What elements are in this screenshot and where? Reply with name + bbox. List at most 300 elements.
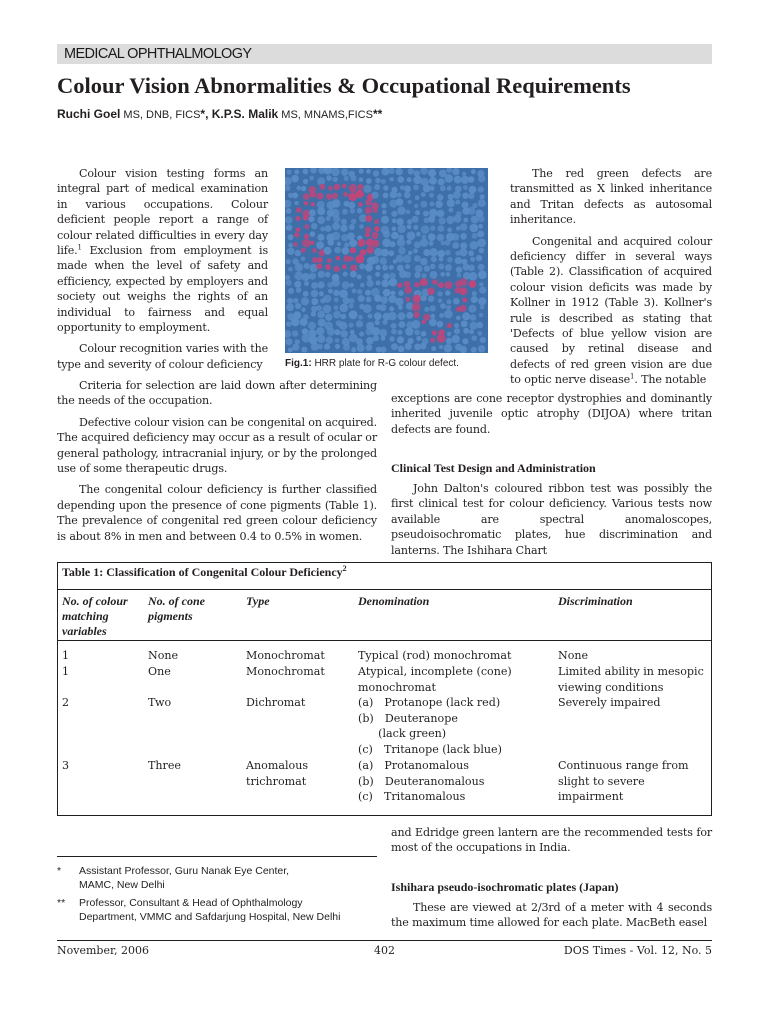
plate-dot-blue: [349, 298, 354, 303]
footnote-1-line2: MAMC, New Delhi: [79, 879, 165, 891]
plate-dot-blue: [382, 168, 390, 176]
plate-dot-blue: [478, 175, 485, 182]
plate-dot-blue: [405, 327, 413, 335]
paragraph-3: Criteria for selection are laid down after determining the needs of the occupation.: [57, 379, 377, 408]
plate-dot-blue: [320, 227, 325, 232]
table-cell-line: (a) Protanomalous: [358, 759, 469, 772]
plate-dot-blue: [397, 238, 405, 246]
table-cell-line: Continuous range from: [558, 759, 689, 772]
footnote-1-line1: Assistant Professor, Guru Nanak Eye Center,: [79, 865, 290, 877]
plate-dot-blue: [404, 272, 411, 279]
plate-dot-blue: [396, 198, 404, 206]
plate-dot-blue: [440, 272, 445, 277]
plate-dot-blue: [360, 283, 365, 288]
plate-dot-blue: [429, 319, 437, 327]
table-cell-line: monochromat: [358, 680, 436, 694]
plate-dot-blue: [343, 272, 348, 277]
plate-dot-blue: [414, 170, 420, 176]
plate-dot-blue: [468, 176, 474, 182]
plate-dot-blue: [285, 185, 291, 191]
plate-dot-blue: [391, 291, 396, 296]
plate-dot-blue: [365, 264, 373, 272]
plate-dot-blue: [437, 210, 445, 218]
plate-dot-blue: [325, 314, 332, 321]
plate-dot-pink: [312, 257, 318, 263]
plate-dot-blue: [381, 249, 389, 257]
plate-dot-blue: [292, 192, 298, 198]
figure-caption: [285, 357, 459, 370]
plate-dot-blue: [406, 239, 411, 244]
plate-dot-blue: [335, 338, 340, 343]
plate-dot-blue: [462, 202, 469, 209]
plate-dot-blue: [455, 200, 460, 205]
plate-dot-blue: [437, 291, 442, 296]
table-cell-line: (b) Deuteranope: [358, 711, 458, 725]
plate-dot-blue: [462, 193, 468, 199]
plate-dot-pink: [350, 264, 357, 271]
plate-dot-blue: [413, 225, 418, 230]
plate-dot-blue: [471, 216, 479, 224]
plate-dot-blue: [391, 323, 397, 329]
plate-dot-blue: [471, 347, 477, 353]
plate-dot-blue: [397, 176, 404, 183]
plate-dot-blue: [288, 234, 294, 240]
plate-dot-blue: [374, 295, 381, 302]
table-cell-line: Monochromat: [246, 649, 325, 662]
plate-dot-blue: [478, 224, 483, 229]
plate-dot-blue: [416, 336, 421, 341]
table-cell-pigments: [148, 695, 171, 711]
plate-dot-pink: [356, 190, 364, 198]
plate-dot-blue: [392, 226, 397, 231]
table-cell-discrimination: [558, 758, 689, 805]
article-title: Colour Vision Abnormalities & Occupational Requirements: [57, 73, 631, 98]
plate-dot-blue: [389, 306, 394, 311]
plate-dot-blue: [381, 280, 389, 288]
plate-dot-blue: [317, 216, 325, 224]
footer-journal: DOS Times - Vol. 12, No. 5: [563, 944, 712, 957]
plate-dot-blue: [430, 226, 435, 231]
plate-dot-blue: [286, 322, 291, 327]
plate-dot-blue: [397, 206, 405, 214]
plate-dot-pink: [342, 184, 347, 189]
plate-dot-blue: [460, 233, 467, 240]
plate-dot-blue: [456, 316, 461, 321]
column-1-lower: [57, 378, 377, 544]
plate-dot-blue: [452, 233, 460, 241]
table-cell-variables: [62, 695, 69, 711]
plate-dot-pink: [301, 248, 306, 253]
plate-dot-blue: [441, 241, 446, 246]
plate-dot-blue: [333, 311, 341, 319]
plate-dot-blue: [359, 332, 364, 337]
plate-dot-blue: [462, 312, 470, 320]
plate-dot-pink: [427, 288, 435, 296]
plate-dot-blue: [468, 265, 475, 272]
plate-dot-blue: [405, 264, 410, 269]
plate-dot-blue: [319, 291, 324, 296]
plate-dot-blue: [437, 321, 444, 328]
plate-dot-blue: [383, 273, 390, 280]
plate-dot-blue: [340, 225, 347, 232]
plate-dot-blue: [287, 298, 293, 304]
plate-dot-blue: [439, 257, 444, 262]
paragraph-1: Colour vision testing forms an integral part of medical examination in various occupations. Colour deficient people report a range of colour related difficulties in every day life.$^1$ Exclusion from employment is made when the level of safety and efficiency, expected by employers and society out weighs the rights of an individual to fairness and equal opportunity to employment.: [57, 167, 268, 335]
plate-dot-blue: [437, 234, 445, 242]
table-header-pigments: No. of cone pigments: [148, 594, 205, 623]
author-2-mark: **: [372, 107, 383, 121]
table-cell-variables: [62, 648, 69, 664]
plate-dot-blue: [421, 331, 427, 337]
plate-dot-pink: [430, 338, 435, 343]
plate-dot-blue: [462, 338, 468, 344]
plate-dot-blue: [302, 334, 311, 343]
plate-dot-blue: [423, 211, 429, 217]
plate-dot-blue: [420, 239, 428, 247]
plate-dot-blue: [380, 257, 387, 264]
plate-dot-blue: [285, 275, 290, 280]
plate-dot-blue: [288, 243, 293, 248]
plate-dot-blue: [478, 270, 487, 279]
plate-dot-pink: [334, 266, 340, 272]
plate-dot-blue: [469, 305, 477, 313]
plate-dot-blue: [302, 273, 310, 281]
plate-dot-blue: [308, 322, 316, 330]
plate-dot-blue: [372, 192, 379, 199]
author-1-mark: *,: [200, 107, 212, 121]
column-1-upper: [57, 166, 268, 372]
plate-dot-pink: [356, 255, 365, 264]
plate-dot-blue: [470, 322, 478, 330]
plate-dot-blue: [472, 291, 477, 296]
plate-dot-blue: [373, 170, 379, 176]
plate-dot-blue: [324, 247, 332, 255]
plate-dot-pink: [342, 264, 347, 269]
plate-dot-blue: [358, 295, 365, 302]
plate-dot-pink: [317, 193, 324, 200]
plate-dot-blue: [470, 314, 477, 321]
plate-dot-pink: [373, 208, 378, 213]
plate-dot-blue: [374, 312, 382, 320]
plate-dot-blue: [309, 273, 316, 280]
plate-dot-blue: [424, 265, 430, 271]
plate-dot-blue: [335, 329, 341, 335]
plate-dot-blue: [477, 322, 484, 329]
plate-dot-blue: [383, 185, 388, 190]
paragraph-6: The red green defects are transmitted as X linked inheritance and Tritan defects as autosomal inheritance.: [510, 167, 712, 227]
plate-dot-blue: [304, 263, 310, 269]
plate-dot-blue: [352, 289, 357, 294]
plate-dot-blue: [316, 241, 324, 249]
plate-dot-blue: [368, 314, 373, 319]
plate-dot-blue: [301, 186, 306, 191]
plate-dot-blue: [388, 250, 394, 256]
plate-dot-blue: [447, 332, 452, 337]
table-header-rule: [57, 640, 712, 641]
plate-dot-blue: [476, 255, 482, 261]
plate-dot-blue: [288, 288, 294, 294]
plate-dot-pink: [445, 281, 453, 289]
footer-date: November, 2006: [57, 944, 149, 957]
plate-dot-blue: [463, 328, 469, 334]
plate-dot-pink: [296, 227, 301, 232]
plate-dot-blue: [367, 275, 372, 280]
plate-dot-blue: [286, 304, 294, 312]
plate-dot-blue: [452, 242, 459, 249]
table-cell-line: None: [558, 649, 589, 662]
plate-dot-blue: [382, 210, 387, 215]
plate-dot-blue: [342, 209, 348, 215]
author-2-degrees: MS, MNAMS,FICS: [278, 109, 373, 121]
plate-dot-blue: [285, 216, 292, 223]
plate-dot-blue: [288, 347, 293, 352]
plate-dot-pink: [365, 199, 372, 206]
plate-dot-blue: [326, 216, 331, 221]
plate-dot-blue: [318, 281, 325, 288]
plate-dot-blue: [478, 297, 486, 305]
table-header-discrimination: Discrimination: [558, 594, 633, 608]
plate-dot-blue: [295, 303, 301, 309]
plate-dot-blue: [349, 283, 354, 288]
plate-dot-blue: [331, 168, 340, 176]
plate-dot-blue: [309, 176, 314, 181]
figure-caption-text: HRR plate for R-G colour defect.: [311, 358, 459, 369]
plate-dot-blue: [420, 168, 428, 175]
plate-dot-pink: [412, 303, 421, 312]
plate-dot-pink: [404, 281, 411, 288]
plate-dot-blue: [375, 320, 380, 325]
plate-dot-pink: [460, 305, 467, 312]
plate-dot-blue: [373, 335, 379, 341]
plate-dot-pink: [405, 287, 412, 294]
plate-dot-blue: [323, 295, 331, 303]
plate-dot-blue: [452, 168, 459, 175]
plate-dot-blue: [430, 186, 435, 191]
plate-dot-blue: [420, 343, 427, 350]
plate-dot-blue: [407, 219, 412, 224]
plate-dot-blue: [341, 314, 347, 320]
plate-dot-blue: [480, 194, 485, 199]
plate-dot-pink: [432, 330, 437, 335]
plate-dot-pink: [365, 227, 371, 233]
plate-dot-blue: [398, 290, 404, 296]
plate-dot-pink: [414, 282, 420, 288]
plate-dot-pink: [349, 184, 357, 192]
plate-dot-blue: [376, 281, 381, 286]
plate-dot-blue: [333, 290, 339, 296]
plate-dot-blue: [463, 185, 468, 190]
plate-dot-blue: [350, 208, 355, 213]
page-number: 402: [374, 944, 395, 957]
plate-dot-blue: [396, 168, 403, 175]
table-cell-line: 1: [62, 665, 70, 678]
plate-dot-pink: [303, 215, 308, 220]
table-cell-discrimination: [558, 664, 704, 695]
plate-dot-blue: [453, 191, 461, 199]
plate-dot-blue: [316, 327, 324, 335]
plate-dot-blue: [428, 169, 436, 177]
plate-dot-blue: [311, 223, 317, 229]
table-cell-variables: [62, 664, 69, 680]
plate-dot-blue: [478, 345, 486, 353]
table-cell-pigments: [148, 648, 178, 664]
plate-dot-blue: [395, 298, 403, 306]
plate-dot-blue: [332, 199, 340, 207]
plate-dot-pink: [414, 312, 420, 318]
plate-dot-blue: [300, 318, 308, 326]
plate-dot-blue: [440, 186, 446, 192]
plate-dot-blue: [467, 207, 475, 215]
plate-dot-blue: [440, 303, 446, 309]
plate-dot-blue: [413, 248, 418, 253]
plate-dot-blue: [414, 330, 420, 336]
plate-dot-blue: [383, 231, 390, 238]
plate-dot-blue: [422, 273, 427, 278]
plate-dot-blue: [365, 290, 371, 296]
plate-dot-pink: [336, 256, 341, 261]
after-table-block: [391, 825, 712, 856]
plate-dot-pink: [358, 239, 366, 247]
plate-dot-blue: [332, 222, 340, 230]
table-header-denomination: Denomination: [358, 594, 430, 608]
plate-dot-blue: [334, 305, 339, 310]
footnote-2-line2: Department, VMMC and Safdarjung Hospital, New Delhi: [79, 911, 341, 923]
plate-dot-blue: [381, 336, 386, 341]
plate-dot-blue: [446, 305, 451, 310]
plate-dot-blue: [454, 323, 459, 328]
plate-dot-blue: [407, 177, 412, 182]
footer-rule: [57, 940, 712, 941]
plate-dot-blue: [424, 307, 429, 312]
plate-dot-blue: [374, 184, 380, 190]
plate-dot-blue: [366, 280, 373, 287]
plate-dot-blue: [429, 193, 434, 198]
plate-dot-blue: [294, 271, 303, 280]
plate-dot-pink: [469, 280, 477, 288]
plate-dot-blue: [292, 344, 299, 351]
plate-dot-blue: [460, 242, 467, 249]
plate-dot-blue: [350, 175, 356, 181]
plate-dot-blue: [292, 330, 299, 337]
plate-dot-blue: [478, 264, 485, 271]
plate-dot-blue: [348, 202, 355, 209]
plate-dot-blue: [317, 335, 325, 343]
plate-dot-blue: [350, 330, 355, 335]
plate-dot-blue: [437, 250, 445, 258]
plate-dot-blue: [479, 282, 483, 286]
plate-dot-blue: [357, 208, 363, 214]
plate-dot-pink: [459, 278, 467, 286]
plate-dot-blue: [285, 200, 291, 208]
table-cell-variables: [62, 758, 69, 774]
plate-dot-blue: [334, 297, 339, 302]
plate-dot-blue: [437, 194, 443, 200]
plate-dot-blue: [332, 232, 341, 241]
plate-dot-pink: [371, 232, 378, 239]
table-cell-line: Severely impaired: [558, 696, 661, 709]
plate-dot-blue: [478, 331, 483, 336]
plate-dot-pink: [397, 283, 402, 288]
plate-dot-blue: [358, 315, 363, 320]
plate-dot-blue: [340, 304, 349, 313]
column-3-upper: [510, 166, 712, 388]
plate-dot-blue: [478, 199, 486, 207]
plate-dot-pink: [296, 207, 302, 213]
clinical-heading: Clinical Test Design and Administration: [391, 461, 596, 475]
plate-dot-blue: [351, 347, 356, 352]
plate-dot-blue: [479, 313, 484, 318]
plate-dot-blue: [286, 259, 291, 264]
plate-dot-blue: [429, 241, 434, 246]
plate-dot-blue: [445, 240, 451, 246]
plate-dot-pink: [350, 247, 356, 253]
plate-dot-blue: [302, 328, 309, 335]
plate-dot-blue: [430, 271, 438, 279]
table-cell-line: impairment: [558, 790, 624, 804]
table-cell-denomination: [358, 758, 484, 805]
plate-dot-blue: [380, 304, 387, 311]
plate-dot-blue: [462, 172, 466, 176]
plate-dot-blue: [310, 231, 316, 237]
plate-dot-blue: [363, 304, 372, 313]
plate-dot-blue: [301, 307, 306, 312]
paragraph-5: The congenital colour deficiency is further classified depending upon the presence of cone pigments (Table 1). The prevalence of congenital red green colour deficiency is about 8% in men and between 0.4 to 0.5% in women.: [57, 483, 377, 543]
plate-dot-blue: [347, 232, 355, 240]
plate-dot-blue: [371, 256, 379, 264]
plate-dot-blue: [380, 296, 388, 304]
plate-dot-pink: [319, 184, 325, 190]
plate-dot-pink: [328, 186, 333, 191]
plate-dot-blue: [343, 344, 350, 351]
plate-dot-blue: [325, 272, 331, 278]
plate-dot-blue: [376, 265, 381, 270]
plate-dot-blue: [349, 239, 357, 247]
table-cell-line: (b) Deuteranomalous: [358, 774, 485, 788]
plate-dot-pink: [358, 184, 364, 190]
plate-dot-blue: [390, 273, 396, 279]
plate-dot-pink: [438, 282, 444, 288]
plate-dot-blue: [392, 218, 397, 223]
plate-dot-blue: [403, 255, 411, 263]
plate-dot-pink: [422, 320, 426, 324]
plate-dot-blue: [295, 263, 303, 271]
plate-dot-blue: [397, 218, 404, 225]
plate-dot-blue: [414, 204, 418, 208]
table-cell-line: (a) Protanope (lack red): [358, 696, 501, 709]
table-cell-line: None: [148, 649, 179, 662]
footnote-1-mark: *: [57, 865, 62, 877]
plate-dot-blue: [454, 328, 460, 334]
plate-dot-blue: [398, 225, 406, 233]
plate-dot-blue: [294, 201, 298, 205]
plate-dot-pink: [317, 257, 323, 263]
plate-dot-pink: [312, 248, 317, 253]
table-cell-line: (c) Tritanomalous: [358, 790, 466, 804]
plate-dot-blue: [285, 177, 292, 185]
plate-dot-blue: [380, 347, 386, 353]
plate-dot-blue: [291, 175, 299, 183]
plate-dot-blue: [459, 248, 467, 256]
plate-dot-blue: [357, 274, 362, 279]
after-table-paragraph: and Edridge green lantern are the recommended tests for most of the occupations in India.: [391, 826, 712, 855]
plate-dot-blue: [349, 304, 354, 309]
plate-dot-blue: [391, 211, 397, 217]
plate-dot-blue: [428, 216, 435, 223]
plate-dot-blue: [455, 257, 462, 264]
plate-dot-blue: [431, 346, 436, 351]
plate-dot-blue: [390, 241, 396, 247]
table-cell-discrimination: [558, 695, 661, 711]
